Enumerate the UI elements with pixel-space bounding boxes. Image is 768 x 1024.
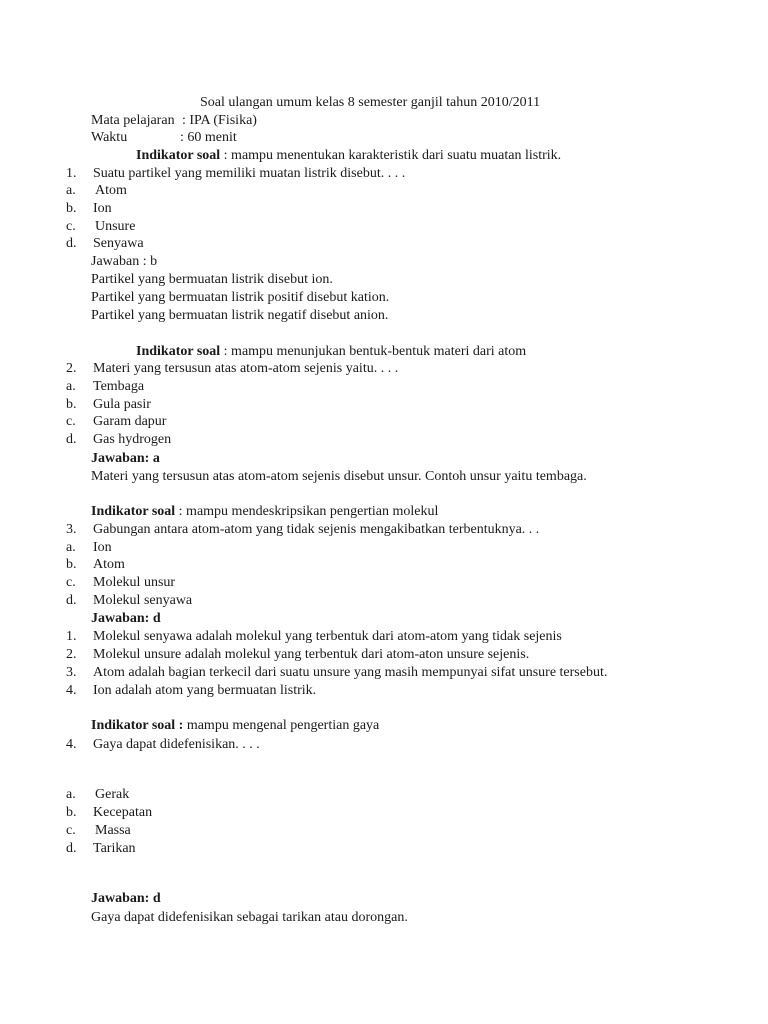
explanation: Partikel yang bermuatan listrik negatif disebut anion. [91,308,389,323]
explanation-number: 1. [66,629,77,644]
option-text: Atom [95,183,127,198]
indicator-label: Indikator soal [91,504,176,519]
question-number: 3. [66,522,77,537]
option-letter: d. [66,432,77,447]
option-letter: d. [66,593,77,608]
question-number: 4. [66,737,77,752]
indicator-text: : mampu menentukan karakteristik dari suatu muatan listrik. [220,148,562,163]
option-text: Tembaga [93,379,145,394]
subject-value: : IPA (Fisika) [182,113,257,128]
option-text: Gula pasir [93,397,151,412]
explanation-number: 3. [66,665,77,680]
option-text: Gerak [95,787,130,802]
explanation: Ion adalah atom yang bermuatan listrik. [93,683,317,698]
document-title: Soal ulangan umum kelas 8 semester ganjil tahun 2010/2011 [200,95,541,110]
explanation: Partikel yang bermuatan listrik positif disebut kation. [91,290,390,305]
option-text: Molekul senyawa [93,593,193,608]
option-letter: d. [66,236,77,251]
explanation: Gaya dapat didefenisikan sebagai tarikan atau dorongan. [91,910,408,925]
question-number: 1. [66,166,77,181]
question-text: Gaya dapat didefenisikan. . . . [93,737,260,752]
question-text: Materi yang tersusun atas atom-atom sejenis yaitu. . . . [93,361,399,376]
answer: Jawaban: d [91,611,161,626]
explanation: Materi yang tersusun atas atom-atom sejenis disebut unsur. Contoh unsur yaitu tembaga. [91,469,587,484]
option-letter: a. [66,183,76,198]
option-text: Unsure [95,219,136,234]
question-number: 2. [66,361,77,376]
explanation: Partikel yang bermuatan listrik disebut ion. [91,272,333,287]
time-label: Waktu [91,130,128,145]
explanation: Molekul senyawa adalah molekul yang terbentuk dari atom-atom yang tidak sejenis [93,629,562,644]
option-text: Garam dapur [93,414,167,429]
option-letter: b. [66,397,77,412]
option-letter: a. [66,787,76,802]
option-text: Massa [95,823,131,838]
indicator-text: mampu mengenal pengertian gaya [183,718,380,733]
option-letter: a. [66,540,76,555]
option-text: Molekul unsur [93,575,176,590]
option-letter: c. [66,575,76,590]
time-value: : 60 menit [180,130,237,145]
option-text: Senyawa [93,236,144,251]
explanation-number: 4. [66,683,77,698]
option-letter: b. [66,201,77,216]
option-text: Kecepatan [93,805,153,820]
indicator-label: Indikator soal [136,344,221,359]
explanation: Atom adalah bagian terkecil dari suatu unsure yang masih mempunyai sifat unsure tersebut. [93,665,608,680]
answer: Jawaban : b [91,254,158,269]
indicator-text: : mampu mendeskripsikan pengertian molekul [175,504,439,519]
answer: Jawaban: d [91,891,161,906]
explanation: Molekul unsure adalah molekul yang terbentuk dari atom-aton unsure sejenis. [93,647,530,662]
option-text: Ion [93,540,112,555]
indicator-1 [136,147,561,165]
indicator-4 [91,717,379,735]
option-letter: c. [66,414,76,429]
indicator-3 [91,503,438,521]
option-letter: c. [66,823,76,838]
option-text: Ion [93,201,112,216]
explanation-number: 2. [66,647,77,662]
option-letter: a. [66,379,76,394]
answer: Jawaban: a [91,451,160,466]
subject-label: Mata pelajaran [91,113,175,128]
question-text: Suatu partikel yang memiliki muatan listrik disebut. . . . [93,166,406,181]
option-text: Tarikan [93,841,136,856]
option-letter: b. [66,805,77,820]
question-text: Gabungan antara atom-atom yang tidak sejenis mengakibatkan terbentuknya. . . [93,522,540,537]
option-text: Gas hydrogen [93,432,172,447]
option-letter: b. [66,557,77,572]
option-letter: c. [66,219,76,234]
option-text: Atom [93,557,125,572]
indicator-2 [136,343,526,361]
indicator-label: Indikator soal [136,148,221,163]
option-letter: d. [66,841,77,856]
indicator-label: Indikator soal : [91,718,184,733]
indicator-text: : mampu menunjukan bentuk-bentuk materi dari atom [220,344,527,359]
